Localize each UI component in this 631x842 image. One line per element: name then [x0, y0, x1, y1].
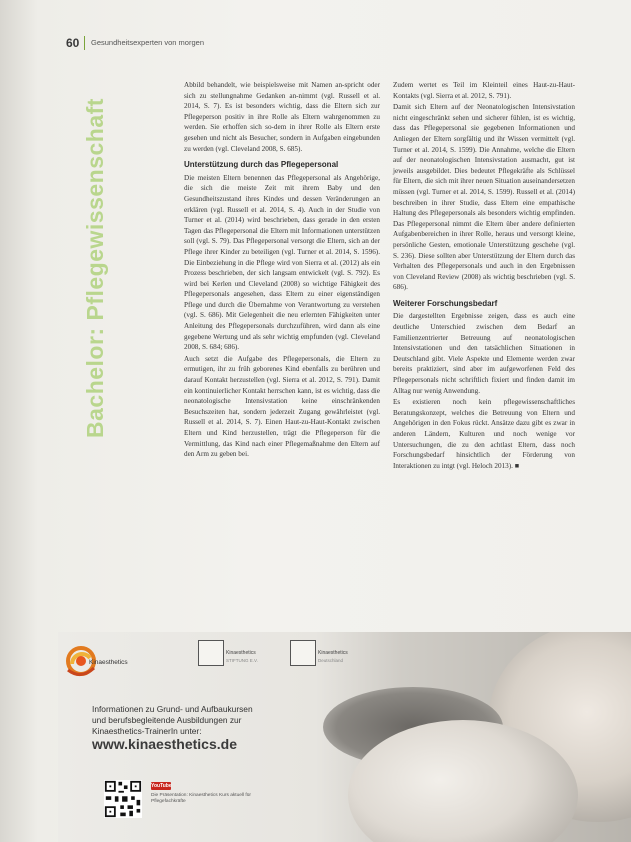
figure-icon	[198, 640, 224, 666]
paragraph: Die meisten Eltern benennen das Pflegepersonal als Angehörige, die sich die meiste Zeit mit ihrem Baby und den Gesundheitszustand ihres Kindes und dessen Veränderungen an erklären (vgl. Russell et al. 2014, S. 4). Auch in der Studie von Turner et al. (2014) wird beschrieben, dass gerade in den ersten Tagen das Pflegepersonal die Eltern mit Informationen unterstützen soll (vgl. S. 79). Das Pflegepersonal versorgt die Eltern, sich an der Pflege ihrer Kinder zu beteiligen (vgl. Turner et al. 2014, S. 1596). Die Einbeziehung in die Pflege wird von Sierra et al. (2012) als ein Prozess beschrieben, der sich langsam entwickelt (vgl. S. 792). Es wird bei Kerlen und Cleveland (2008) so wichtige Fähigkeit des Pflegepersonals angesehen, dass Eltern zu einer eigenständigen Pflege und durch die Übernahme von Verantwortung zu verstehen (vgl. S. 686). Mit Gelegenheit die neu erlernten Fähigkeiten unter Anleitung des Pflegepersonals durchzuführen, wird dann als eine gegebene Wertung und als sehr wichtig empfunden (vgl. Cleveland 2008, S. 684; 686).	[184, 173, 380, 352]
youtube-logo-icon[interactable]: YouTube	[151, 783, 172, 789]
youtube-text: Die Präsentation: Kinaesthetics Kurs aktuell für Pflegefachkräfte	[151, 793, 251, 804]
partner-subtitle: STIFTUNG E.V.	[226, 658, 258, 663]
section-heading: Weiterer Forschungsbedarf	[393, 298, 498, 308]
figures-icon	[290, 640, 316, 666]
page-header	[58, 36, 598, 50]
partner-name: Kinaesthetics	[318, 650, 348, 656]
paragraph: Damit sich Eltern auf der Neonatologischen Intensivstation nicht eingeschränkt sehen und sicherer fühlen, ist es wichtig, dass das Pflegepersonal sie gegebenen Informationen und Anliegen der Eltern sorgfältig und ihr Wissen vermittelt (vgl. Turner et al. 2014, S. 1599). Die Annahme, welche die Eltern auf der neonatologischen Intensivstation ausmacht, gut ist jeweils ausgebildet. Dies bedeutet Pflegekräfte als Schlüssel für Eltern, die sich mit ihrer neuen Situation auseinandersetzen müssen (vgl. Turner et al. 2014, S. 1599). Russell et al. (2014) beschreiben in ihrer Studie, dass Eltern eine empathische Haltung des Pflegepersonals als besonders wichtig empfinden. Das Pflegepersonal nimmt die Eltern über andere definierten Aufgabenbereichen in ihrer Rolle, heraus und versorgt kleine, persönliche Gesten, emotionale Unterstützung geschehe (vgl. S. 236). Diese sollten aber Unterstützung der Eltern durch das Verhalten des Pflegepersonals und auch in den Ergebnissen von Cleveland Review (2008) als wichtig beschrieben (vgl. S. 686).	[393, 103, 575, 292]
side-title	[60, 98, 130, 438]
brand-name: Kinaesthetics	[89, 659, 128, 666]
website-link[interactable]: www.kinaesthetics.de	[92, 736, 237, 752]
header-divider	[84, 36, 85, 50]
partner-logo-stiftung[interactable]	[198, 640, 288, 670]
info-line: Kinaesthetics-TrainerIn unter:	[92, 726, 202, 736]
paragraph-text: Es existieren noch kein pflegewissenschaftliches Beratungskonzept, welches die Betreuung von Eltern und Angehörigen in den Fokus rückt. Ansätze dazu gibt es zwar in anderen Ländern, Kulturen und noch wenige vor Untersuchungen, die zu den achtlast Eltern, dass noch Forschungsbedarf hinsichtlich der Förderung von Interaktionen zu intgt (vgl. Heloch 2013).	[393, 398, 575, 470]
qr-code-icon[interactable]	[104, 780, 142, 818]
paragraph: Zudem wertet es Teil im Kleinteil eines Haut-zu-Haut-Kontakts (vgl. Sierra et al. 2012, S. 791).	[393, 81, 575, 100]
partner-logo-deutschland[interactable]	[290, 640, 380, 670]
section-heading: Unterstützung durch das Pflegepersonal	[184, 160, 339, 170]
end-mark: ■	[514, 461, 520, 470]
paragraph: Auch setzt die Aufgabe des Pflegepersonals, die Eltern zu ermutigen, ihr zu früh geborenes Kind ebenfalls zu berühren und darauf Kontakt herzustellen (vgl. Sierra et al. 2012, S. 791). Damit ein kontinuierlicher Kontakt herrschen kann, ist es wichtig, dass die neonatologische Intensivstation keine einschränkenden Besuchszeiten hat, sondern jederzeit Zugang gewährleistet (vgl. Russell et al. 2014, S. 7). Einen Haut-zu-Haut-Kontakt zwischen Eltern und Kind herzustellen, trägt die Pflegeperson für die Vermittlung, das Kind nach einer Pflegemaßnahme den Eltern auf den Arm zu geben bei.	[184, 354, 380, 459]
ad-info-text	[92, 704, 322, 737]
article-column-right	[393, 80, 575, 472]
paragraph: Die dargestellten Ergebnisse zeigen, dass es auch eine deutliche Unterschied zwischen dem Bedarf an Familienzentrierter Betreuung auf neonatologischen Intensivstationen und den tatsächlichen Situationen in Deutschland gibt. Viele Aspekte und Elemente werden zwar bereits praktiziert, sind aber im aufgeworfenen Feld des Pflegepersonals nicht schriftlich fixiert und finden damit im Alltag nur wenig Anwendung.	[393, 312, 575, 395]
info-line: Informationen zu Grund- und Aufbaukursen	[92, 704, 253, 714]
paragraph	[393, 397, 575, 471]
running-head: Gesundheitsexperten von morgen	[91, 38, 204, 47]
partner-name: Kinaesthetics	[226, 650, 256, 656]
side-title-text: Bachelor: Pflegewissenschaft	[82, 98, 108, 438]
info-line: und berufsbegleitende Ausbildungen zur	[92, 715, 242, 725]
paragraph: Abbild behandelt, wie beispielsweise mit Namen an-spricht oder sich zu stellungnahme Gedanken an-nimmt (vgl. Russell et al. 2014, S. 7). Es ist besonders wichtig, dass die Eltern sich zur Pflegeperson positiv in ihre Rolle als Eltern wahrgenommen zu werden. Sie erhoffen sich so-dem in ihrer Rolle als Eltern erste gesehen und nicht als Besucher, sondern in Aufgaben eingebunden zu werden (vgl. Cleveland 2008, S. 685).	[184, 81, 380, 153]
partner-subtitle: Deutschland	[318, 658, 344, 663]
article-column-left	[184, 80, 380, 461]
page-number: 60	[66, 36, 80, 50]
kinaesthetics-advertisement	[58, 632, 631, 842]
